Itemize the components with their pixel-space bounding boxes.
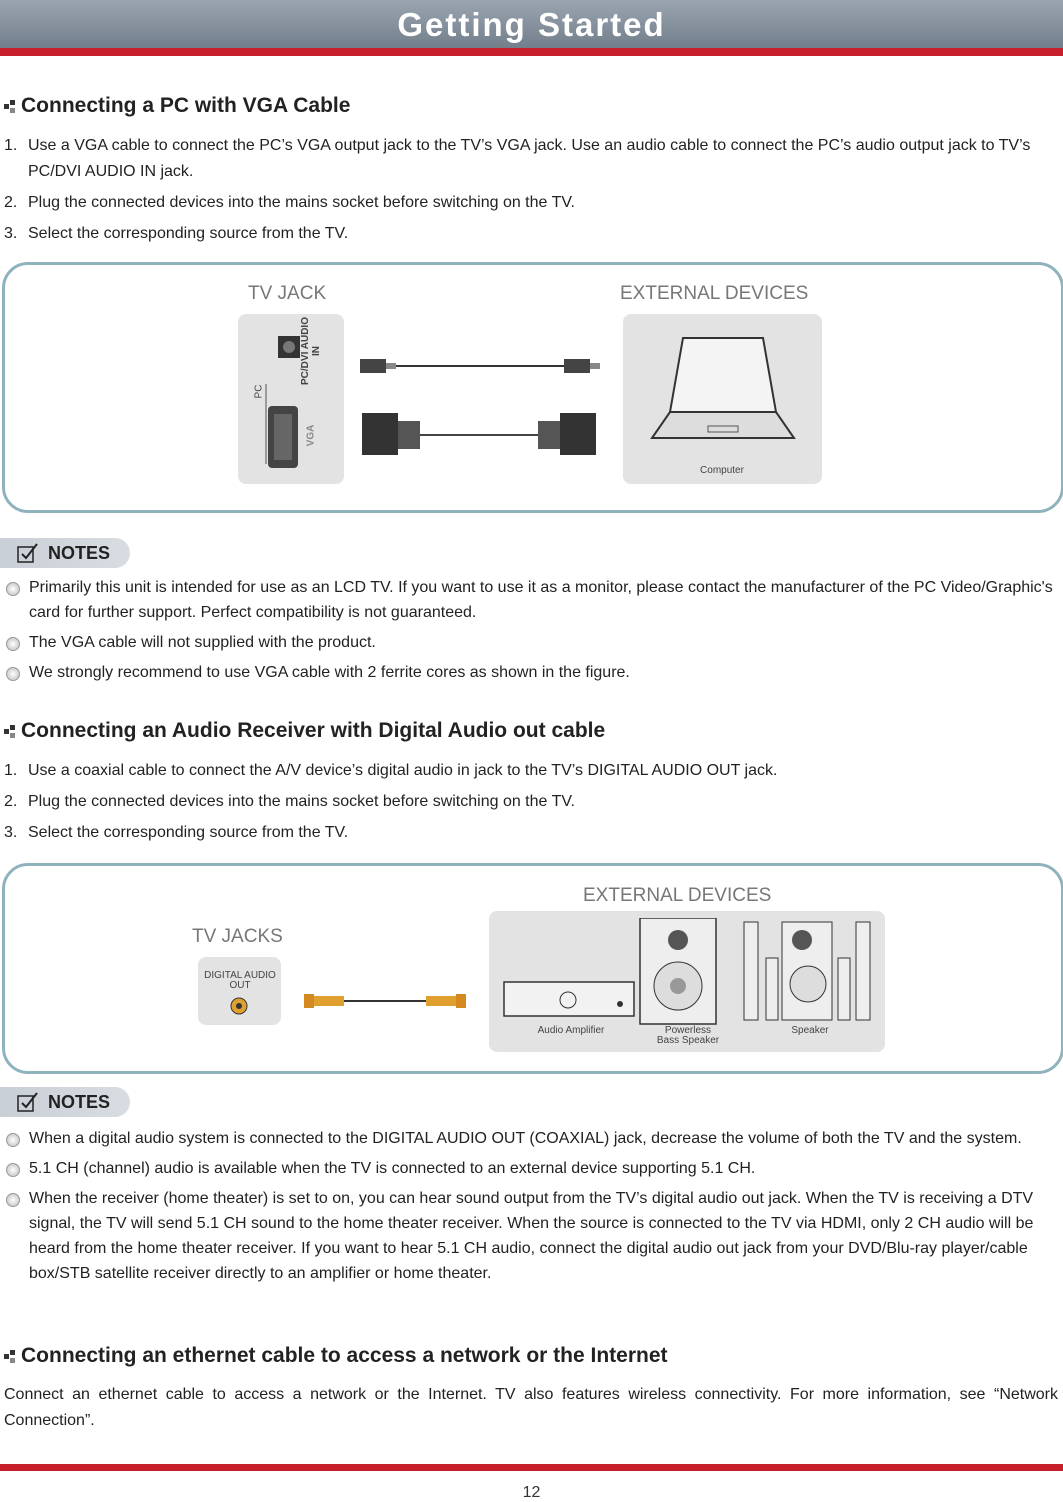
list-item	[6, 1156, 1058, 1181]
step-text: Select the corresponding source from the TV.	[28, 225, 349, 242]
tv-jacks-label: TV JACKS	[192, 926, 283, 947]
laptop-icon	[648, 330, 798, 450]
step-number: 2.	[4, 194, 18, 211]
notes-label: NOTES	[48, 1091, 111, 1112]
step-number: 1.	[4, 762, 18, 779]
step-number: 3.	[4, 824, 18, 841]
audio-notes-list	[6, 1126, 1058, 1291]
powerless-label: Powerless	[664, 1025, 712, 1036]
external-devices-label: EXTERNAL DEVICES	[620, 283, 809, 304]
list-item	[4, 190, 1058, 216]
note-text: When a digital audio system is connected to the DIGITAL AUDIO OUT (COAXIAL) jack, decrease the volume of both the TV and the system.	[29, 1130, 1022, 1147]
audio-steps-list	[4, 758, 1058, 851]
list-item	[4, 221, 1058, 247]
note-text: We strongly recommend to use VGA cable with 2 ferrite cores as shown in the figure.	[29, 664, 630, 681]
ethernet-body-text: Connect an ethernet cable to access a network or the Internet. TV also features wireless connectivity. For more information, see “Network Connection”.	[4, 1386, 1058, 1429]
bullet-icon	[6, 1163, 20, 1177]
step-number: 2.	[4, 793, 18, 810]
section-title-text: Connecting an Audio Receiver with Digital Audio out cable	[21, 719, 606, 742]
header-accent-line	[0, 48, 1063, 56]
section-bullet-icon	[4, 725, 17, 738]
notes-badge	[0, 1087, 130, 1117]
footer-accent-line	[0, 1464, 1063, 1471]
list-item	[4, 133, 1058, 185]
section-title-vga	[4, 94, 350, 118]
checklist-icon	[16, 542, 40, 564]
note-text: When the receiver (home theater) is set to on, you can hear sound output from the TV’s digital audio out jack. When the TV is receiving a DTV signal, the TV will send 5.1 CH sound to the home theater receiver. When the source is connected to the TV via HDMI, only 2 CH audio will be heard from the home theater receiver. If you want to hear 5.1 CH audio, connect the digital audio out jack from your DVD/Blu-ray player/cable box/STB satellite receiver directly to an amplifier or home theater.	[29, 1190, 1034, 1282]
section-title-ethernet	[4, 1344, 668, 1368]
list-item	[4, 789, 1058, 815]
page-number: 12	[522, 1484, 541, 1501]
note-text: 5.1 CH (channel) audio is available when the TV is connected to an external device supporting 5.1 CH.	[29, 1160, 756, 1177]
bullet-icon	[6, 582, 20, 596]
vga-notes-list	[6, 575, 1058, 690]
section-title-audio	[4, 719, 605, 743]
digital-audio-out-label: DIGITAL AUDIO OUT	[204, 970, 276, 991]
list-item	[6, 1186, 1058, 1286]
list-item	[4, 758, 1058, 784]
section-title-text: Connecting a PC with VGA Cable	[21, 94, 351, 117]
speaker-label: Speaker	[791, 1025, 829, 1036]
coaxial-jack-icon	[228, 995, 250, 1017]
list-item	[6, 660, 1058, 685]
tv-jack-label: TV JACK	[248, 283, 327, 304]
step-number: 3.	[4, 225, 18, 242]
port-pc-label: PC	[253, 384, 265, 399]
computer-label: Computer	[700, 465, 744, 476]
bass-speaker-label: Bass Speaker	[656, 1035, 720, 1046]
section-bullet-icon	[4, 100, 17, 113]
external-devices-label: EXTERNAL DEVICES	[583, 885, 772, 906]
notes-label: NOTES	[48, 542, 111, 563]
list-item	[6, 1126, 1058, 1151]
note-text: Primarily this unit is intended for use as an LCD TV. If you want to use it as a monitor, please contact the manufacturer of the PC Video/Graphic's card for further support. Perfect compatibility is not guaranteed.	[29, 579, 1053, 621]
list-item	[4, 820, 1058, 846]
audio-amplifier-label: Audio Amplifier	[537, 1025, 605, 1036]
bullet-icon	[6, 1193, 20, 1207]
note-text: The VGA cable will not supplied with the product.	[29, 634, 376, 651]
list-item	[6, 630, 1058, 655]
checklist-icon	[16, 1091, 40, 1113]
step-text: Select the corresponding source from the TV.	[28, 824, 349, 841]
port-audio-label: PC/DVI AUDIO IN	[300, 317, 322, 385]
section-bullet-icon	[4, 1350, 17, 1363]
cables-icon	[350, 345, 610, 465]
bullet-icon	[6, 667, 20, 681]
step-text: Plug the connected devices into the mains socket before switching on the TV.	[28, 194, 575, 211]
step-text: Plug the connected devices into the mains socket before switching on the TV.	[28, 793, 575, 810]
audio-devices-icon	[500, 918, 880, 1028]
port-vga-label: VGA	[305, 424, 317, 447]
bullet-icon	[6, 637, 20, 651]
tv-jack-ports-icon	[238, 314, 344, 484]
page-title: Getting Started	[397, 6, 666, 43]
vga-steps-list	[4, 133, 1058, 252]
coaxial-cable-icon	[300, 988, 470, 1014]
bullet-icon	[6, 1133, 20, 1147]
step-text: Use a coaxial cable to connect the A/V device’s digital audio in jack to the TV’s DIGITAL AUDIO OUT jack.	[28, 762, 778, 779]
step-text: Use a VGA cable to connect the PC’s VGA output jack to the TV’s VGA jack. Use an audio cable to connect the PC’s audio output jack to TV’s PC/DVI AUDIO IN jack.	[28, 137, 1031, 180]
list-item	[6, 575, 1058, 625]
section-title-text: Connecting an ethernet cable to access a network or the Internet	[21, 1344, 668, 1367]
step-number: 1.	[4, 137, 18, 154]
notes-badge	[0, 538, 130, 568]
